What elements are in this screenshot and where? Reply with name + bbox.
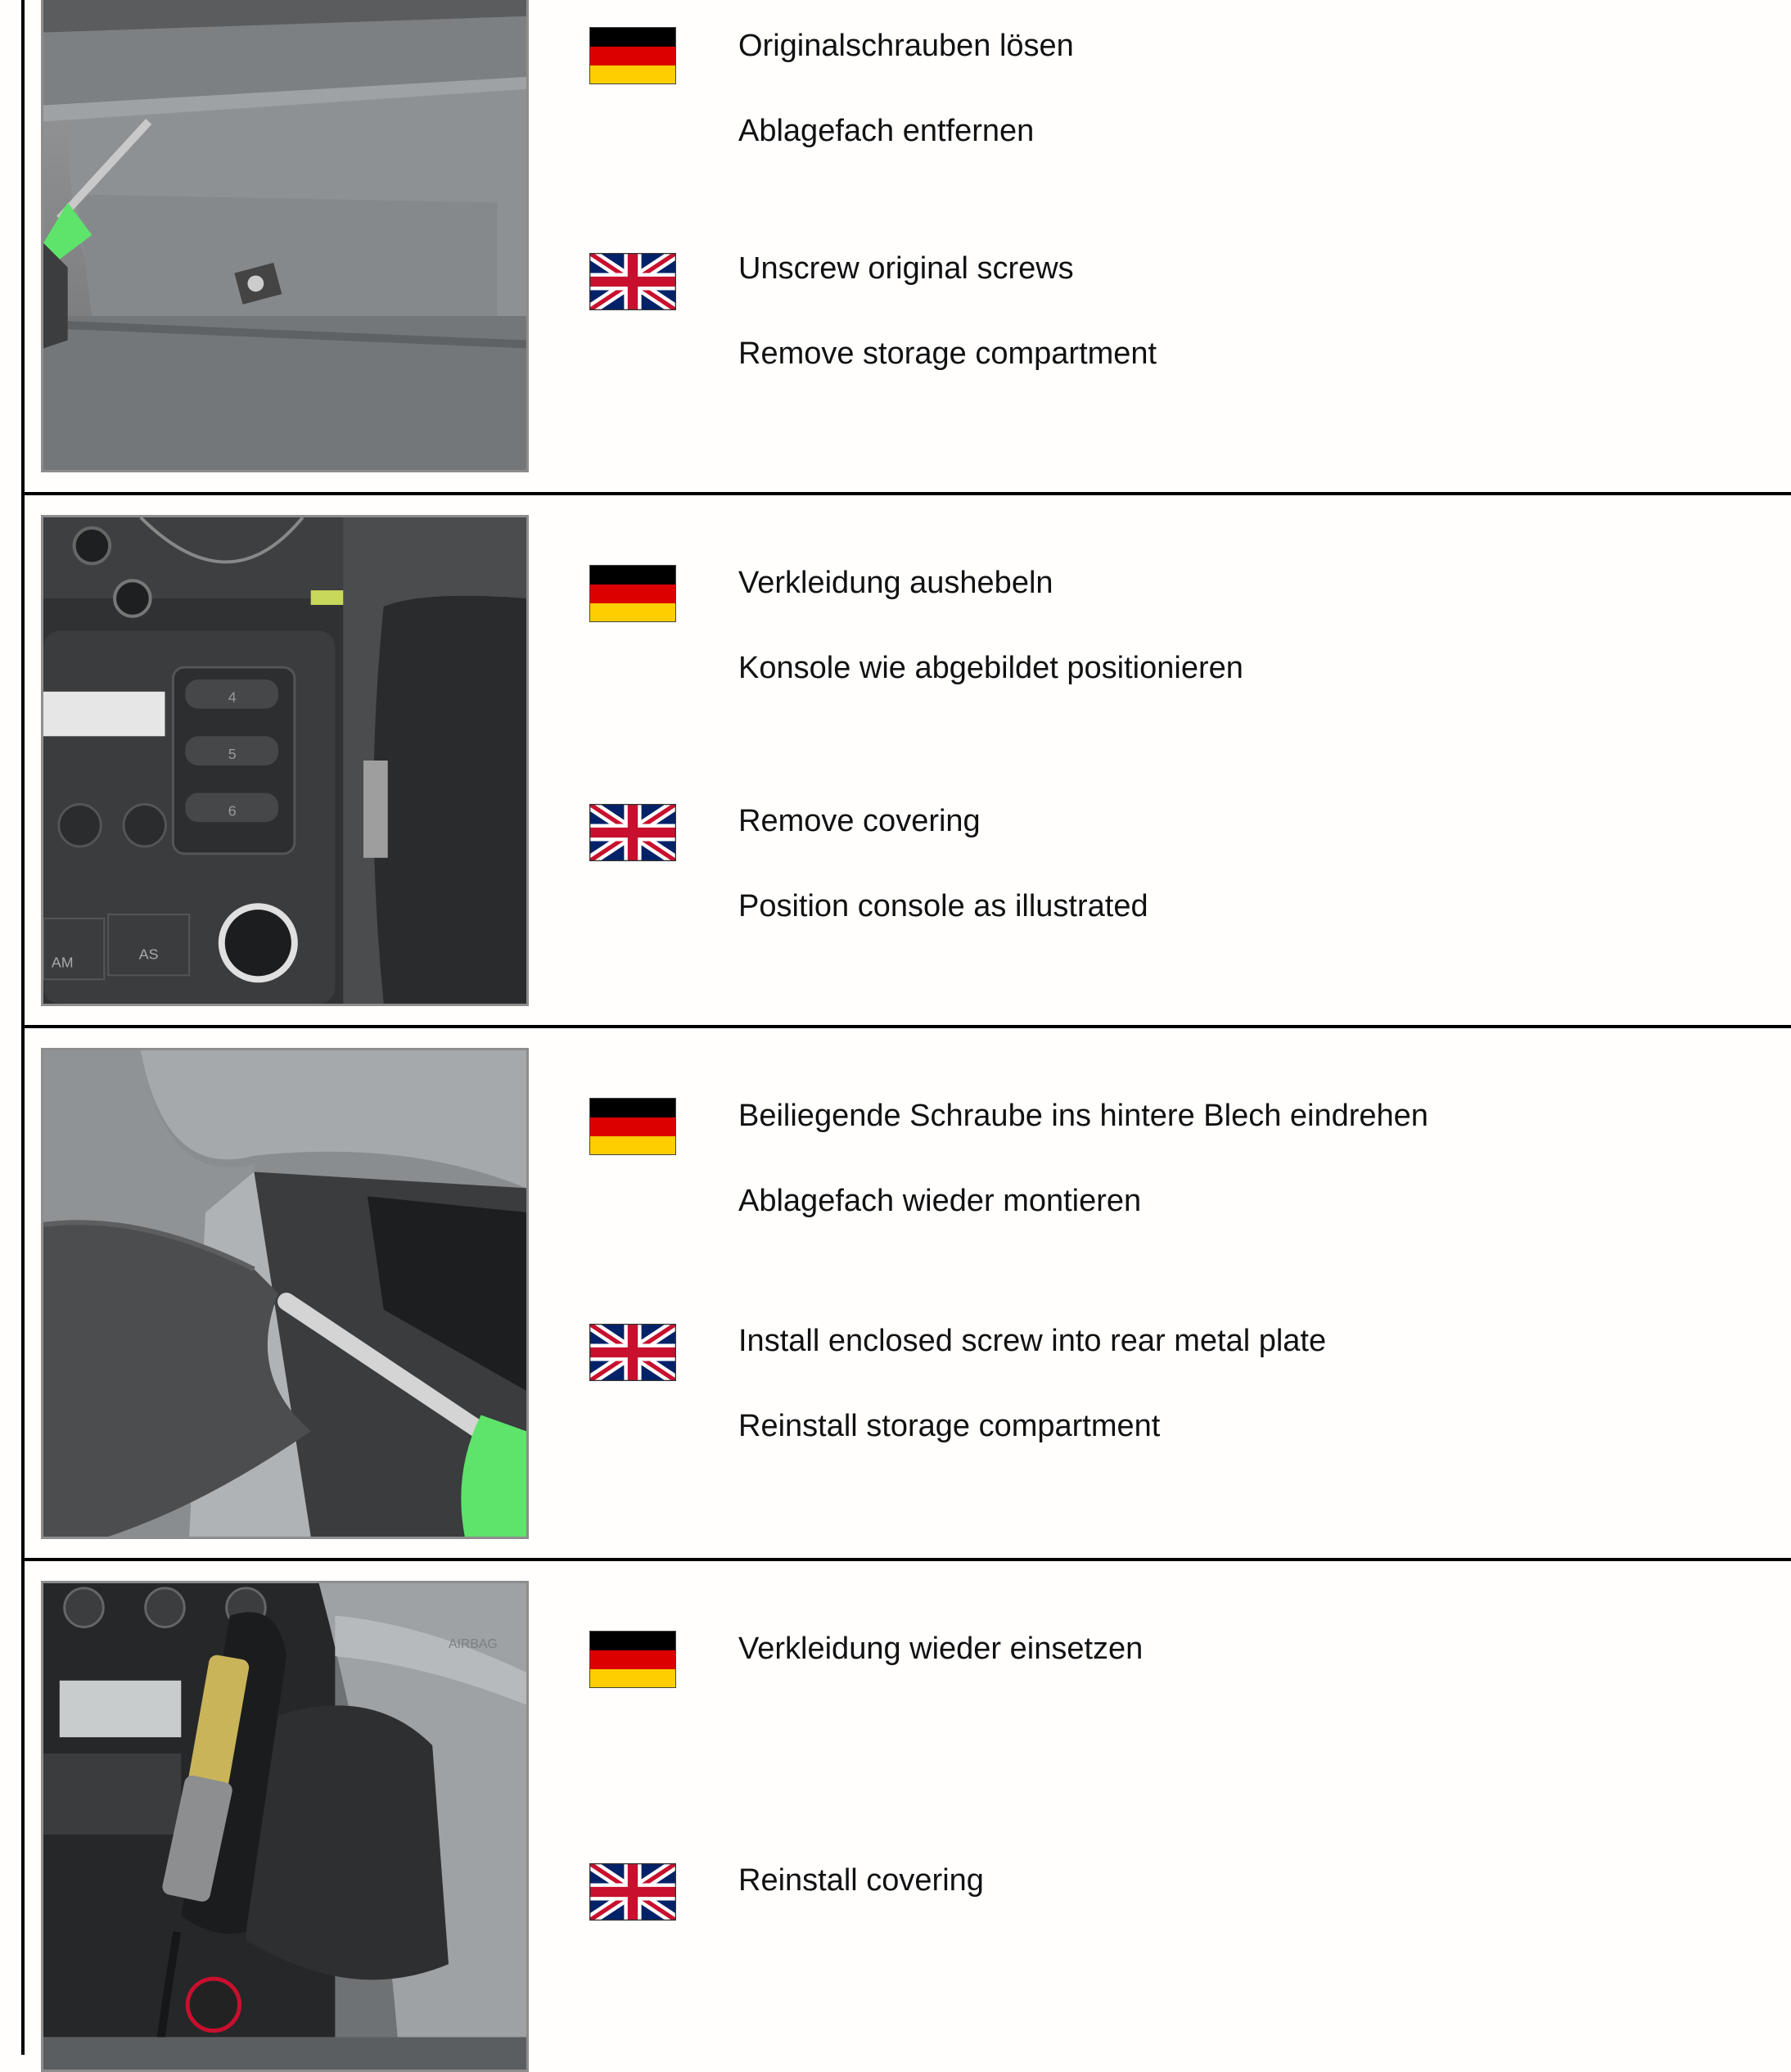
uk-flag-icon <box>589 253 676 310</box>
row-divider <box>21 492 1791 495</box>
step-text-en-1: Remove covering <box>738 804 981 838</box>
step-text-de-2: Ablagefach wieder montieren <box>738 1184 1142 1218</box>
row-divider <box>21 1558 1791 1561</box>
step-text-de-1: Verkleidung aushebeln <box>738 566 1053 600</box>
step-text-en-2: Position console as illustrated <box>738 889 1148 923</box>
step-2-photo <box>41 515 529 1006</box>
step-text-en-2: Remove storage compartment <box>738 336 1157 371</box>
step-text-de-1: Beiliegende Schraube ins hintere Blech eindrehen <box>738 1099 1428 1133</box>
radio-button-4: 4 <box>228 688 237 706</box>
row-divider <box>21 1025 1791 1028</box>
step-1-photo <box>41 0 529 472</box>
german-flag-icon <box>589 27 676 84</box>
step-text-de-2: Konsole wie abgebildet positionieren <box>738 651 1243 685</box>
uk-flag-icon <box>589 804 676 861</box>
airbag-label: AIRBAG <box>448 1637 498 1652</box>
radio-button-as: AS <box>138 946 159 963</box>
step-4-photo <box>41 1581 529 2072</box>
uk-flag-icon <box>589 1863 676 1921</box>
step-text-de-1: Verkleidung wieder einsetzen <box>738 1632 1144 1666</box>
radio-button-6: 6 <box>228 802 237 819</box>
step-text-en-1: Reinstall covering <box>738 1863 984 1898</box>
german-flag-icon <box>589 1631 676 1688</box>
radio-button-5: 5 <box>228 746 237 763</box>
radio-button-am: AM <box>51 954 74 971</box>
step-text-en-1: Install enclosed screw into rear metal plate <box>738 1324 1327 1358</box>
step-text-en-1: Unscrew original screws <box>738 251 1074 286</box>
step-text-de-2: Ablagefach entfernen <box>738 114 1035 148</box>
step-text-en-2: Reinstall storage compartment <box>738 1409 1161 1443</box>
german-flag-icon <box>589 565 676 622</box>
step-text-de-1: Originalschrauben lösen <box>738 29 1074 63</box>
step-3-photo <box>41 1048 529 1539</box>
uk-flag-icon <box>589 1324 676 1381</box>
german-flag-icon <box>589 1098 676 1155</box>
